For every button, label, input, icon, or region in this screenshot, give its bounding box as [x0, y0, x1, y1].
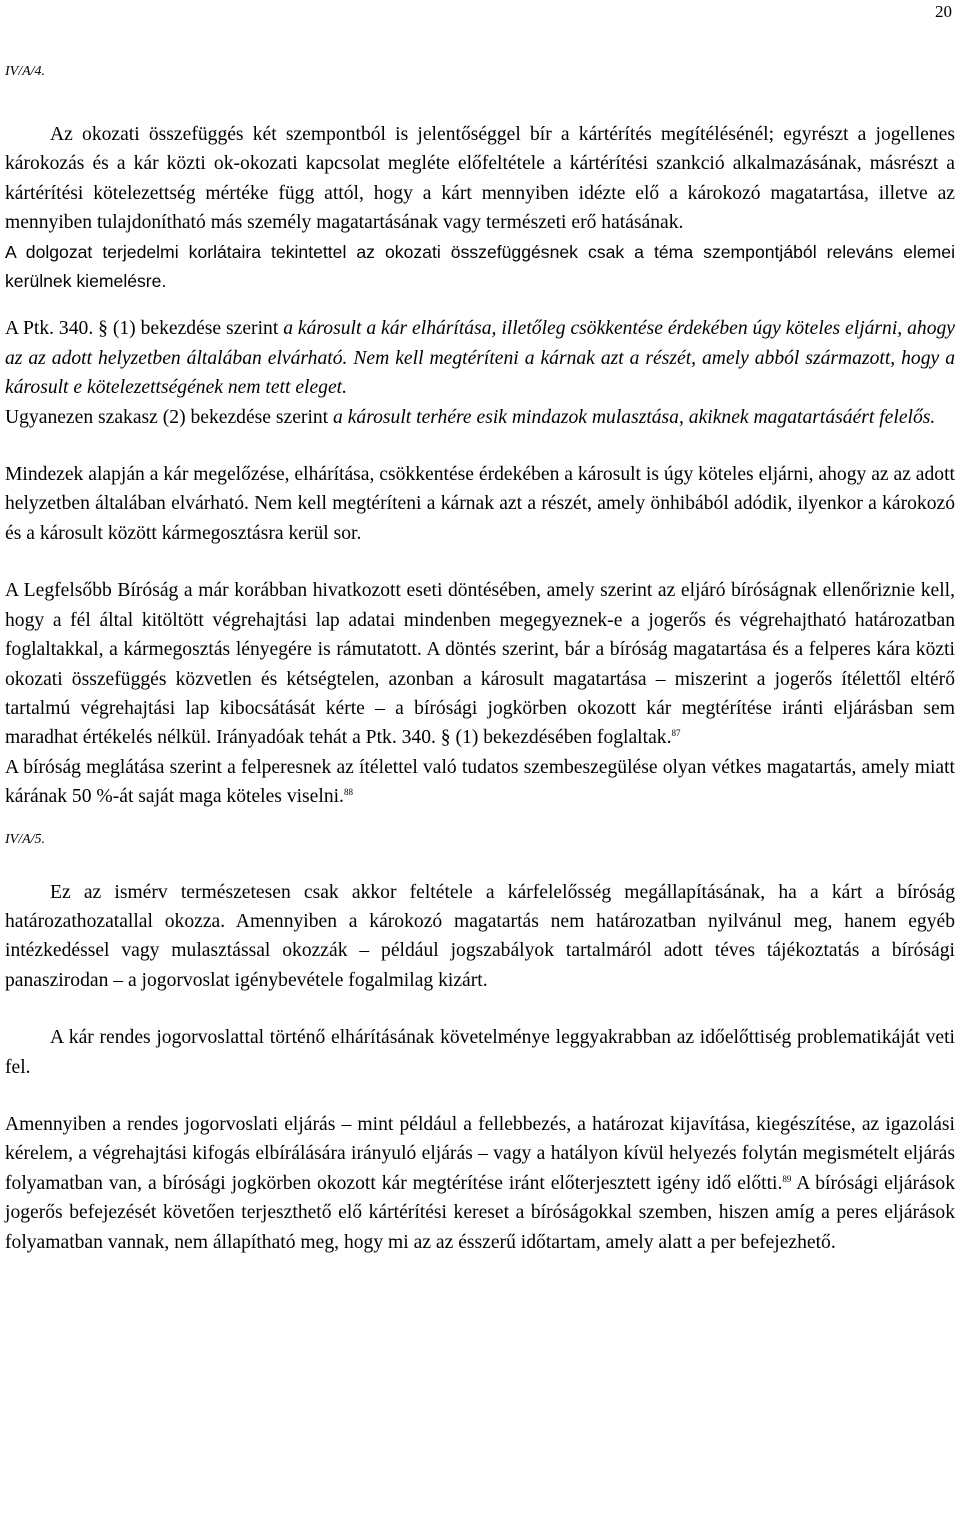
paragraph — [5, 314, 955, 402]
footnote-marker: 89 — [782, 1173, 792, 1184]
paragraph-text: A bírósági eljárások jogerős befejezését követően terjeszthető elő kártérítési kereset a bíróságokkal szemben, hiszen amíg a peres eljárások folyamatban vannak, nem állapítható meg, hogy mi az az ésszerű időtartam, amely alatt a per befejezhető. — [5, 1172, 955, 1253]
paragraph-text: Ugyanezen szakasz (2) bekezdése szerint — [5, 406, 334, 428]
quoted-law-text: a károsult terhére esik mindazok mulasztása, akiknek magatartásáért felelős. — [333, 406, 936, 428]
paragraph — [5, 576, 955, 752]
paragraph-text: Amennyiben a rendes jogorvoslati eljárás – mint például a fellebbezés, a határozat kijavítása, kiegészítése, az igazolási kérelem, a végrehajtási kifogás elbírálására irányuló eljárás – vagy a hatályon kívül helyezés folytán megismételt eljárás folyamatban van, a bírósági jogkörben okozott kár megtérítése iránt előterjesztett igény idő előtti. — [5, 1113, 955, 1194]
page-number: 20 — [935, 2, 952, 21]
paragraph: A dolgozat terjedelmi korlátaira tekintettel az okozati összefüggésnek csak a téma szempontjából releváns elemei kerülnek kiemelésre. — [5, 241, 955, 292]
paragraph-text: A bíróság meglátása szerint a felperesnek az ítélettel való tudatos szembeszegülése olyan vétkes magatartás, amely miatt kárának 50 %-át saját maga köteles viselni. — [5, 756, 955, 808]
paragraph — [5, 403, 955, 432]
document-body — [5, 62, 955, 1257]
paragraph — [5, 753, 955, 812]
footnote-marker: 88 — [343, 787, 353, 798]
paragraph-text: A Legfelsőbb Bíróság a már korábban hivatkozott eseti döntésében, amely szerint az eljáró bíróságnak ellenőriznie kell, hogy a fél által kitöltött végrehajtási lap adatai mindenben megegyeznek-e a jogerős és végrehajtható határozatban foglaltakkal, a kármegosztás lényegére is rámutatott. A döntés szerint, bár a bíróság magatartása és a felperes kára közti okozati összefüggés közvetlen és kétségtelen, azonban a károsult magatartása – miszerint a jogerős ítélettől eltérő tartalmú végrehajtási lap kibocsátását kérte – a bírósági jogkörben okozott kár megtérítése iránti eljárásban sem maradhat értékelés nélkül. Irányadóak tehát a Ptk. 340. § (1) bekezdésében foglaltak. — [5, 580, 955, 749]
paragraph-text: A Ptk. 340. § (1) bekezdése szerint — [5, 318, 284, 340]
footnote-marker: 87 — [671, 728, 681, 739]
paragraph: Mindezek alapján a kár megelőzése, elhárítása, csökkentése érdekében a károsult is úgy köteles eljárni, ahogy az az adott helyzetben általában elvárható. Nem kell megtéríteni a kárnak azt a részét, amely önhibából adódik, ilyenkor a károkozó és a károsult között kármegosztásra kerül sor. — [5, 464, 955, 544]
section-label: IV/A/4. — [5, 64, 46, 79]
quoted-law-text: a károsult a kár elhárítása, illetőleg csökkentése érdekében úgy köteles eljárni, ahogy az az adott helyzetben általában elvárható. Nem kell megtéríteni a kárnak azt a részét, amely abból származott, hogy a károsult e kötelezettségének nem tett eleget. — [5, 318, 955, 399]
paragraph: Ez az ismérv természetesen csak akkor feltétele a kárfelelősség megállapításának, ha a kárt a bíróság határozathozatallal okozza. Amennyiben a károkozó magatartás nem határozatban nyilvánul meg, hanem egyéb intézkedéssel vagy mulasztással okozzák – például jogszabályok tartalmáról adott téves tájékoztatás a bírósági panaszirodan – a jogorvoslat igénybevétele fogalmilag kizárt. — [5, 881, 955, 991]
paragraph — [5, 1110, 955, 1257]
paragraph: A kár rendes jogorvoslattal történő elhárításának követelménye leggyakrabban az időelőttiség problematikáját veti fel. — [5, 1027, 955, 1078]
section-label: IV/A/5. — [5, 831, 46, 847]
paragraph: Az okozati összefüggés két szempontból is jelentőséggel bír a kártérítés megítélésénél; egyrészt a jogellenes károkozás és a kár közti ok-okozati kapcsolat megléte előfeltétele a kártérítési szankció alkalmazásának, másrészt a kártérítési kötelezettség mértéke függ attól, hogy a kárt mennyiben idézte elő a károkozó magatartása, illetve az mennyiben tulajdonítható más személy magatartásának vagy természeti erő hatásának. — [5, 124, 955, 234]
